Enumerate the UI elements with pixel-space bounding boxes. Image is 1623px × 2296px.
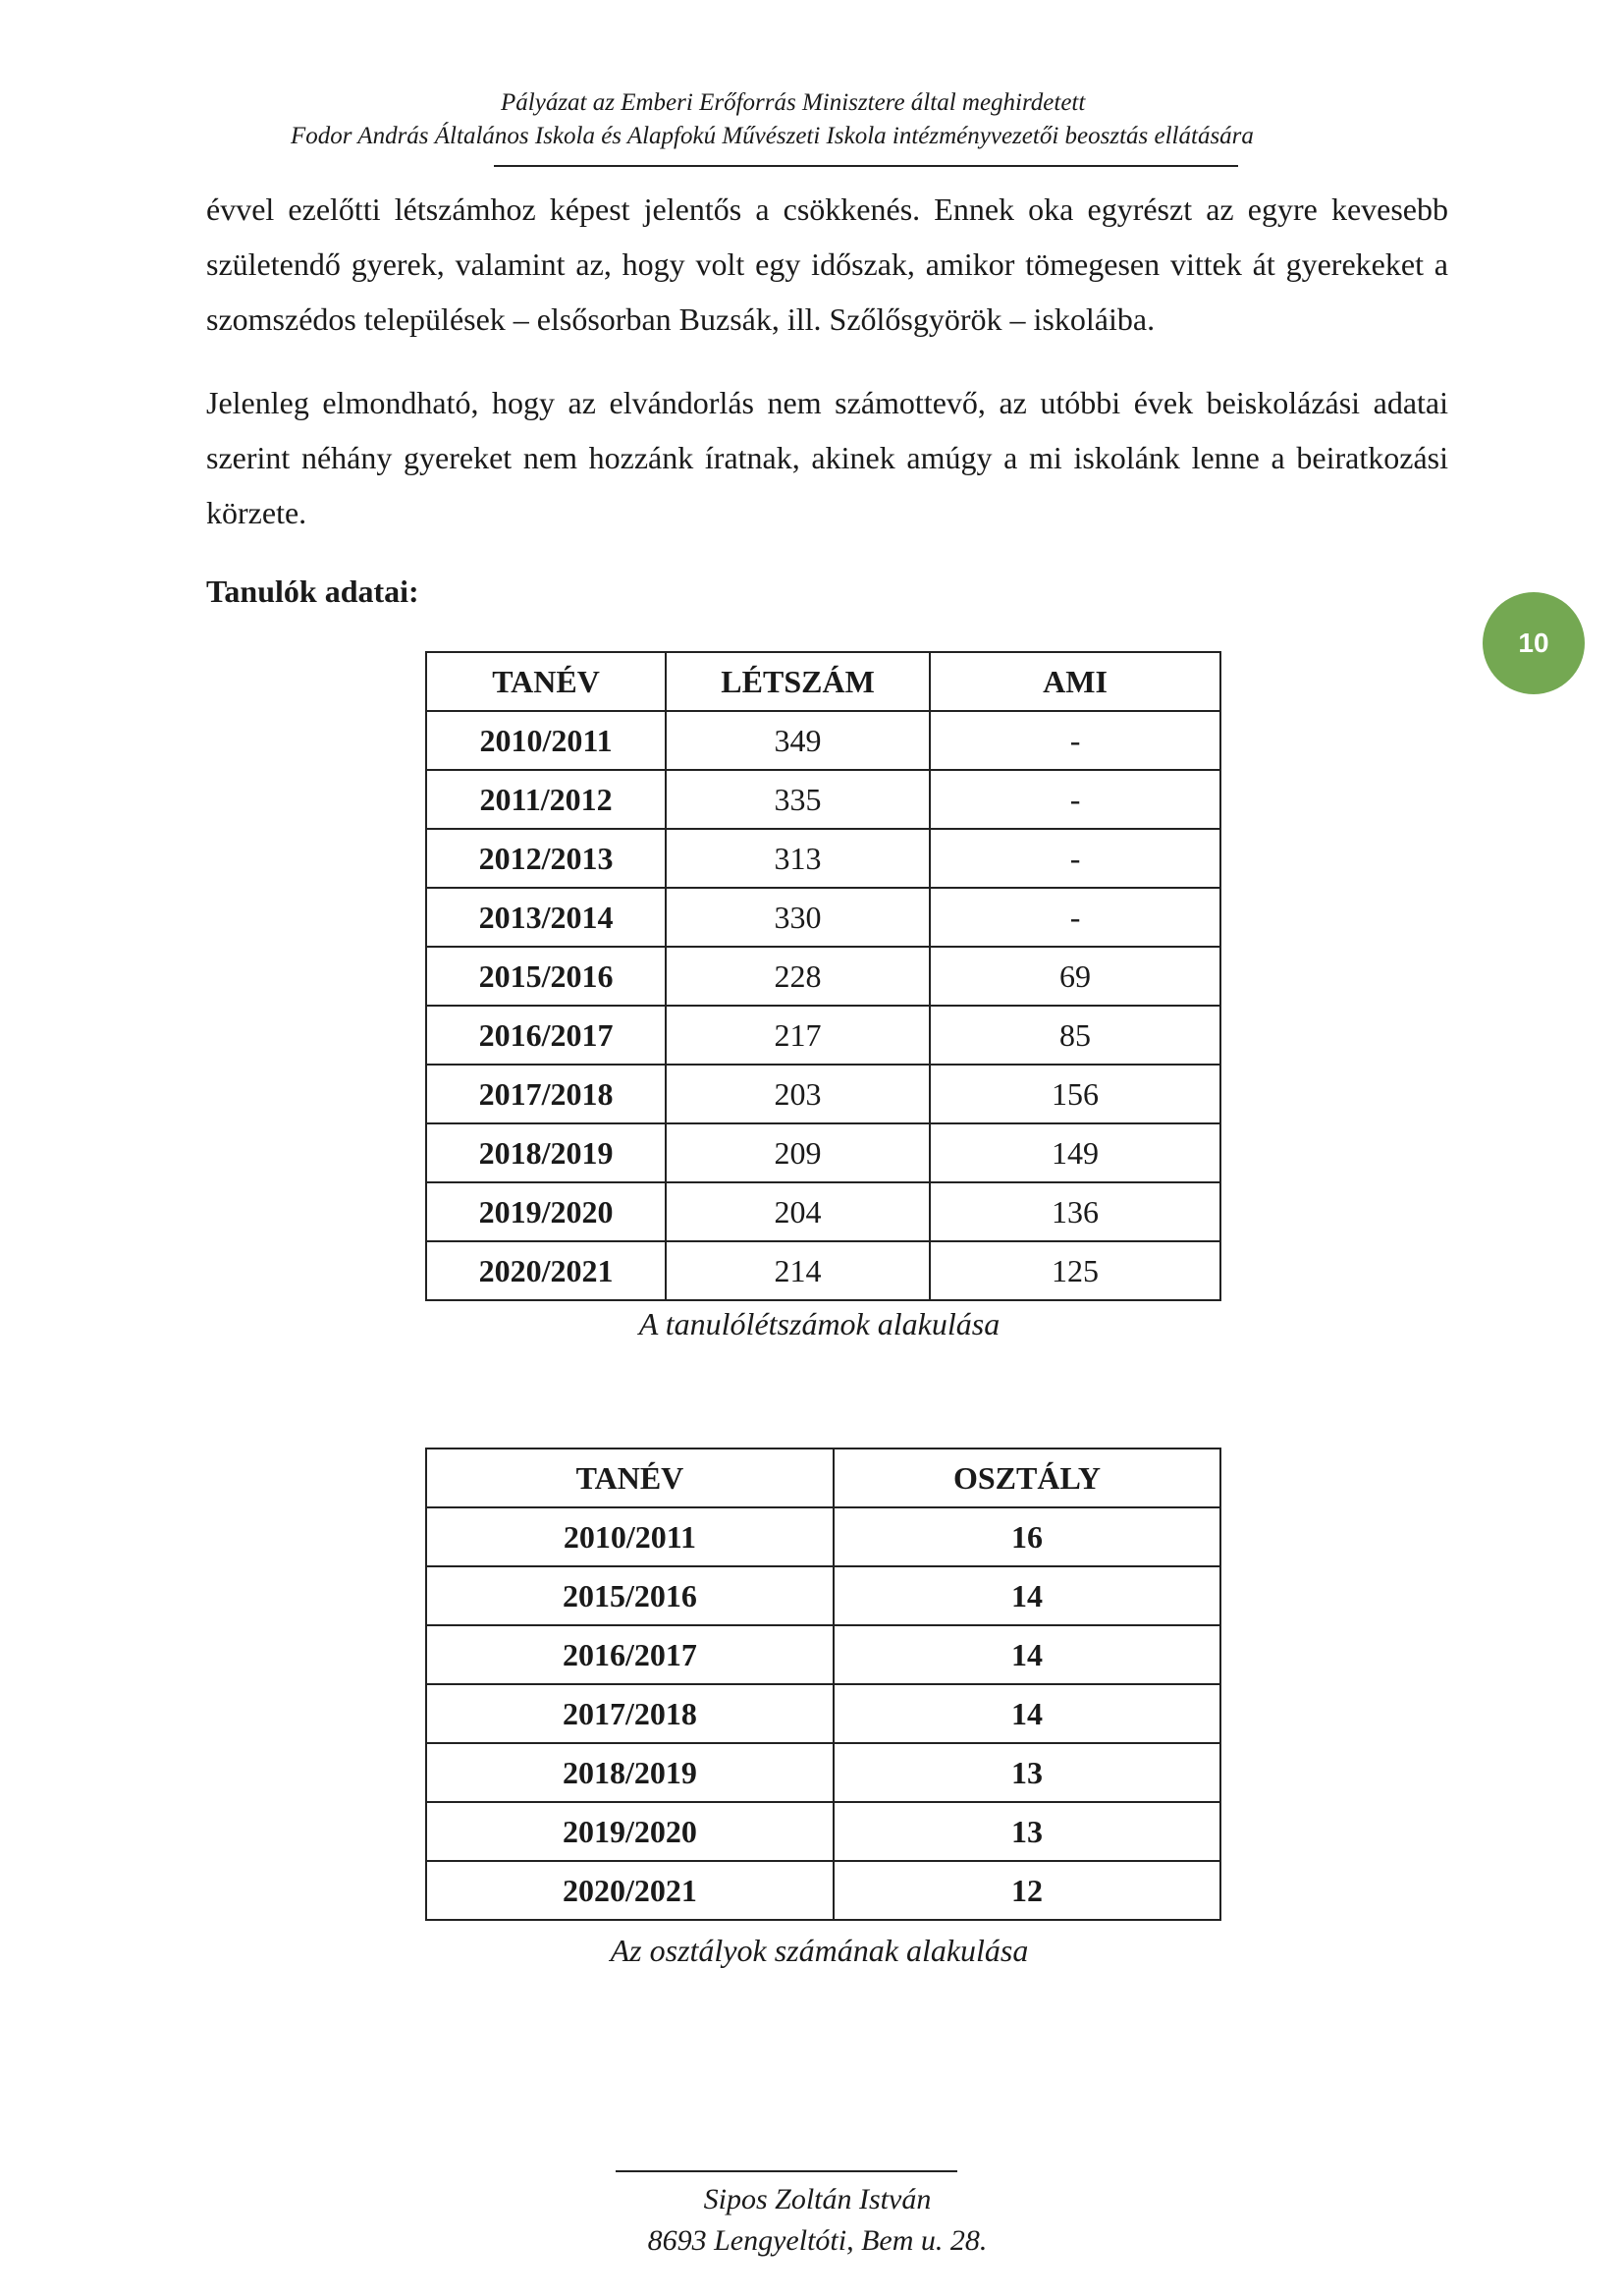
classes-table-caption: Az osztályok számának alakulása <box>610 1933 1029 1968</box>
table-cell: - <box>930 888 1220 947</box>
table-cell: 2019/2020 <box>426 1802 834 1861</box>
students-table <box>425 651 1221 1301</box>
table-cell: 2013/2014 <box>426 888 666 947</box>
header-line-1: Pályázat az Emberi Erőforrás Minisztere által meghirdetett <box>501 89 1086 116</box>
table-cell: 16 <box>834 1507 1220 1566</box>
header-divider <box>494 165 1238 167</box>
paragraph-2: Jelenleg elmondható, hogy az elvándorlás nem számottevő, az utóbbi évek beiskolázási adatai szerint néhány gyereket nem hozzánk íratnak, akinek amúgy a mi iskolánk lenne a beiratkozási körzete. <box>206 385 1448 530</box>
section-title: Tanulók adatai: <box>206 574 419 609</box>
table-cell: 2010/2011 <box>426 1507 834 1566</box>
table-cell: - <box>930 770 1220 829</box>
column-header: TANÉV <box>426 652 666 711</box>
header-line-2: Fodor András Általános Iskola és Alapfokú Művészeti Iskola intézményvezetői beosztás ellátására <box>291 123 1254 149</box>
table-cell: 2016/2017 <box>426 1006 666 1065</box>
table-cell: 313 <box>666 829 930 888</box>
page-number-badge <box>1483 592 1585 694</box>
footer-name: Sipos Zoltán István <box>703 2183 932 2215</box>
table-cell: - <box>930 829 1220 888</box>
table-cell: 2019/2020 <box>426 1182 666 1241</box>
table-cell: 2015/2016 <box>426 1566 834 1625</box>
table-cell: 209 <box>666 1123 930 1182</box>
table-row <box>426 1182 1220 1241</box>
paragraph-1: évvel ezelőtti létszámhoz képest jelentős a csökkenés. Ennek oka egyrészt az egyre kevesebb születendő gyerek, valamint az, hogy volt egy időszak, amikor tömegesen vittek át gyerekeket a szomszédos települések – elsősorban Buzsák, ill. Szőlősgyörök – iskoláiba. <box>206 191 1448 337</box>
table-row <box>426 1123 1220 1182</box>
table-row <box>426 1861 1220 1920</box>
table-cell: 2018/2019 <box>426 1743 834 1802</box>
table-cell: 2011/2012 <box>426 770 666 829</box>
table-cell: 214 <box>666 1241 930 1300</box>
table-row <box>426 1566 1220 1625</box>
table-cell: 13 <box>834 1802 1220 1861</box>
table-row <box>426 1684 1220 1743</box>
footer-divider <box>616 2170 957 2172</box>
table-cell: 2020/2021 <box>426 1861 834 1920</box>
table-cell: 149 <box>930 1123 1220 1182</box>
table-cell: 335 <box>666 770 930 829</box>
table-row <box>426 1006 1220 1065</box>
table-cell: 2017/2018 <box>426 1065 666 1123</box>
table-cell: 14 <box>834 1625 1220 1684</box>
table-cell: 136 <box>930 1182 1220 1241</box>
table-row <box>426 1743 1220 1802</box>
table-row <box>426 947 1220 1006</box>
table-cell: 2020/2021 <box>426 1241 666 1300</box>
table-cell: 13 <box>834 1743 1220 1802</box>
table-cell: 217 <box>666 1006 930 1065</box>
table-cell: 330 <box>666 888 930 947</box>
table-cell: 69 <box>930 947 1220 1006</box>
column-header: AMI <box>930 652 1220 711</box>
table-row <box>426 1241 1220 1300</box>
table-cell: 2015/2016 <box>426 947 666 1006</box>
column-header: TANÉV <box>426 1449 834 1507</box>
table-cell: 85 <box>930 1006 1220 1065</box>
table-cell: 228 <box>666 947 930 1006</box>
table-row <box>426 1625 1220 1684</box>
table-cell: 2012/2013 <box>426 829 666 888</box>
table-row <box>426 1065 1220 1123</box>
table-row <box>426 1507 1220 1566</box>
table-row <box>426 711 1220 770</box>
column-header: OSZTÁLY <box>834 1449 1220 1507</box>
table-row <box>426 888 1220 947</box>
column-header: LÉTSZÁM <box>666 652 930 711</box>
table-row <box>426 829 1220 888</box>
table-cell: 14 <box>834 1684 1220 1743</box>
table-cell: 2017/2018 <box>426 1684 834 1743</box>
students-table-caption: A tanulólétszámok alakulása <box>638 1306 1001 1341</box>
table-cell: 349 <box>666 711 930 770</box>
table-cell: 156 <box>930 1065 1220 1123</box>
table-cell: 2010/2011 <box>426 711 666 770</box>
table-row <box>426 770 1220 829</box>
table-cell: 203 <box>666 1065 930 1123</box>
table-cell: - <box>930 711 1220 770</box>
table-row <box>426 1802 1220 1861</box>
table-cell: 2018/2019 <box>426 1123 666 1182</box>
table-cell: 2016/2017 <box>426 1625 834 1684</box>
classes-table <box>425 1448 1221 1921</box>
table-cell: 14 <box>834 1566 1220 1625</box>
table-cell: 12 <box>834 1861 1220 1920</box>
table-header-row <box>426 652 1220 711</box>
table-cell: 125 <box>930 1241 1220 1300</box>
footer-address: 8693 Lengyeltóti, Bem u. 28. <box>647 2224 988 2257</box>
table-cell: 204 <box>666 1182 930 1241</box>
table-header-row <box>426 1449 1220 1507</box>
page-number: 10 <box>1518 628 1549 658</box>
